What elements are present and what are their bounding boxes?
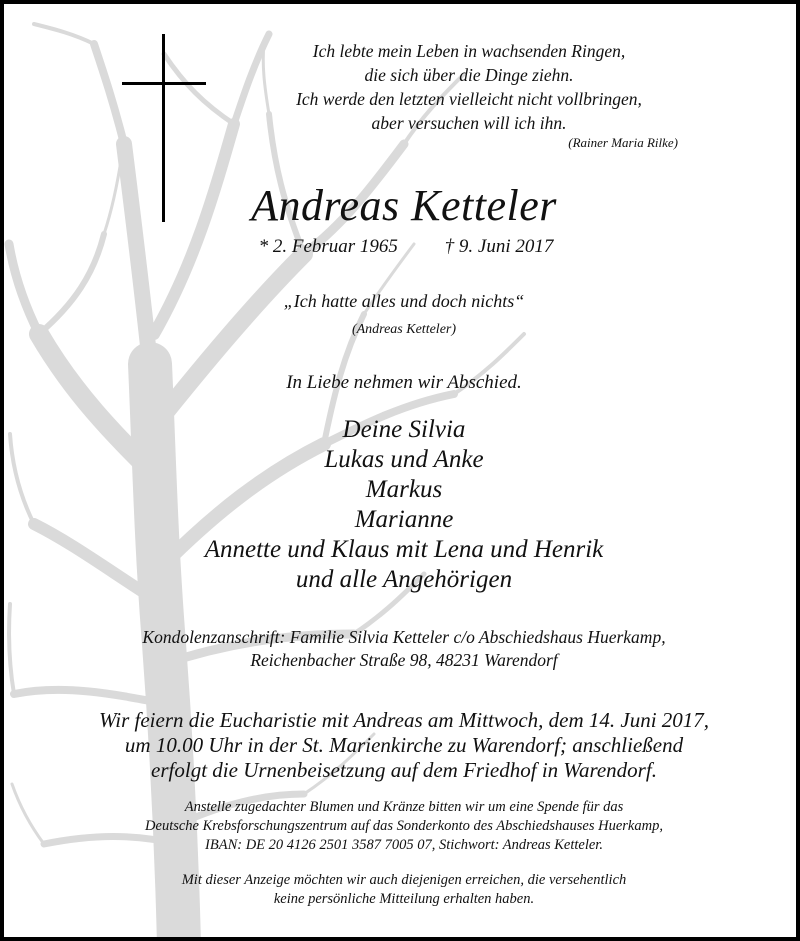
birth-date: * 2. Februar 1965: [258, 236, 398, 257]
poem-author: (Rainer Maria Rilke): [568, 135, 678, 150]
mourner-entry: Marianne: [354, 506, 454, 533]
farewell-line: In Liebe nehmen wir Abschied.: [286, 372, 522, 393]
poem-line: aber versuchen will ich ihn.: [371, 113, 567, 133]
deceased-name: Andreas Ketteler: [251, 181, 557, 230]
service-line: Wir feiern die Eucharistie mit Andreas am Mittwoch, dem 14. Juni 2017,: [98, 708, 710, 732]
poem-line: Ich lebte mein Leben in wachsenden Ringen,: [312, 41, 626, 61]
notice-line: Mit dieser Anzeige möchten wir auch diejenigen erreichen, die versehentlich: [181, 872, 627, 888]
mourner-entry: Markus: [365, 476, 443, 503]
address-line: Reichenbacher Straße 98, 48231 Warendorf: [250, 650, 558, 670]
service-details: [44, 708, 764, 783]
poem-line: die sich über die Dinge ziehn.: [364, 65, 574, 85]
donation-line: Anstelle zugedachter Blumen und Kränze bitten wir um eine Spende für das: [184, 799, 624, 815]
donation-request: [44, 798, 764, 855]
mourners-list: [104, 415, 704, 595]
rilke-poem: [244, 39, 694, 135]
mourner-entry: Annette und Klaus mit Lena und Henrik: [204, 536, 604, 563]
condolence-address: [64, 626, 744, 672]
mourner-entry: Lukas und Anke: [324, 446, 484, 473]
address-line: Kondolenzanschrift: Familie Silvia Ketteler c/o Abschiedshaus Huerkamp,: [142, 627, 666, 647]
notice-line: keine persönliche Mitteilung erhalten haben.: [273, 891, 535, 907]
service-line: um 10.00 Uhr in der St. Marienkirche zu Warendorf; anschließend: [124, 733, 684, 757]
mourner-entry: und alle Angehörigen: [295, 566, 513, 593]
notice-footer: [64, 871, 744, 909]
death-date: † 9. Juni 2017: [444, 236, 554, 257]
personal-quote: „Ich hatte alles und doch nichts“: [283, 291, 525, 311]
donation-line: Deutsche Krebsforschungszentrum auf das Sonderkonto des Abschiedshauses Huerkamp,: [145, 818, 663, 834]
life-dates: [236, 236, 576, 258]
quote-author: (Andreas Ketteler): [351, 322, 457, 337]
service-line: erfolgt die Urnenbeisetzung auf dem Friedhof in Warendorf.: [151, 758, 657, 782]
poem-line: Ich werde den letzten vielleicht nicht vollbringen,: [296, 89, 642, 109]
mourner-entry: Deine Silvia: [342, 416, 466, 443]
donation-line: IBAN: DE 20 4126 2501 3587 7005 07, Stichwort: Andreas Ketteler.: [205, 837, 603, 853]
